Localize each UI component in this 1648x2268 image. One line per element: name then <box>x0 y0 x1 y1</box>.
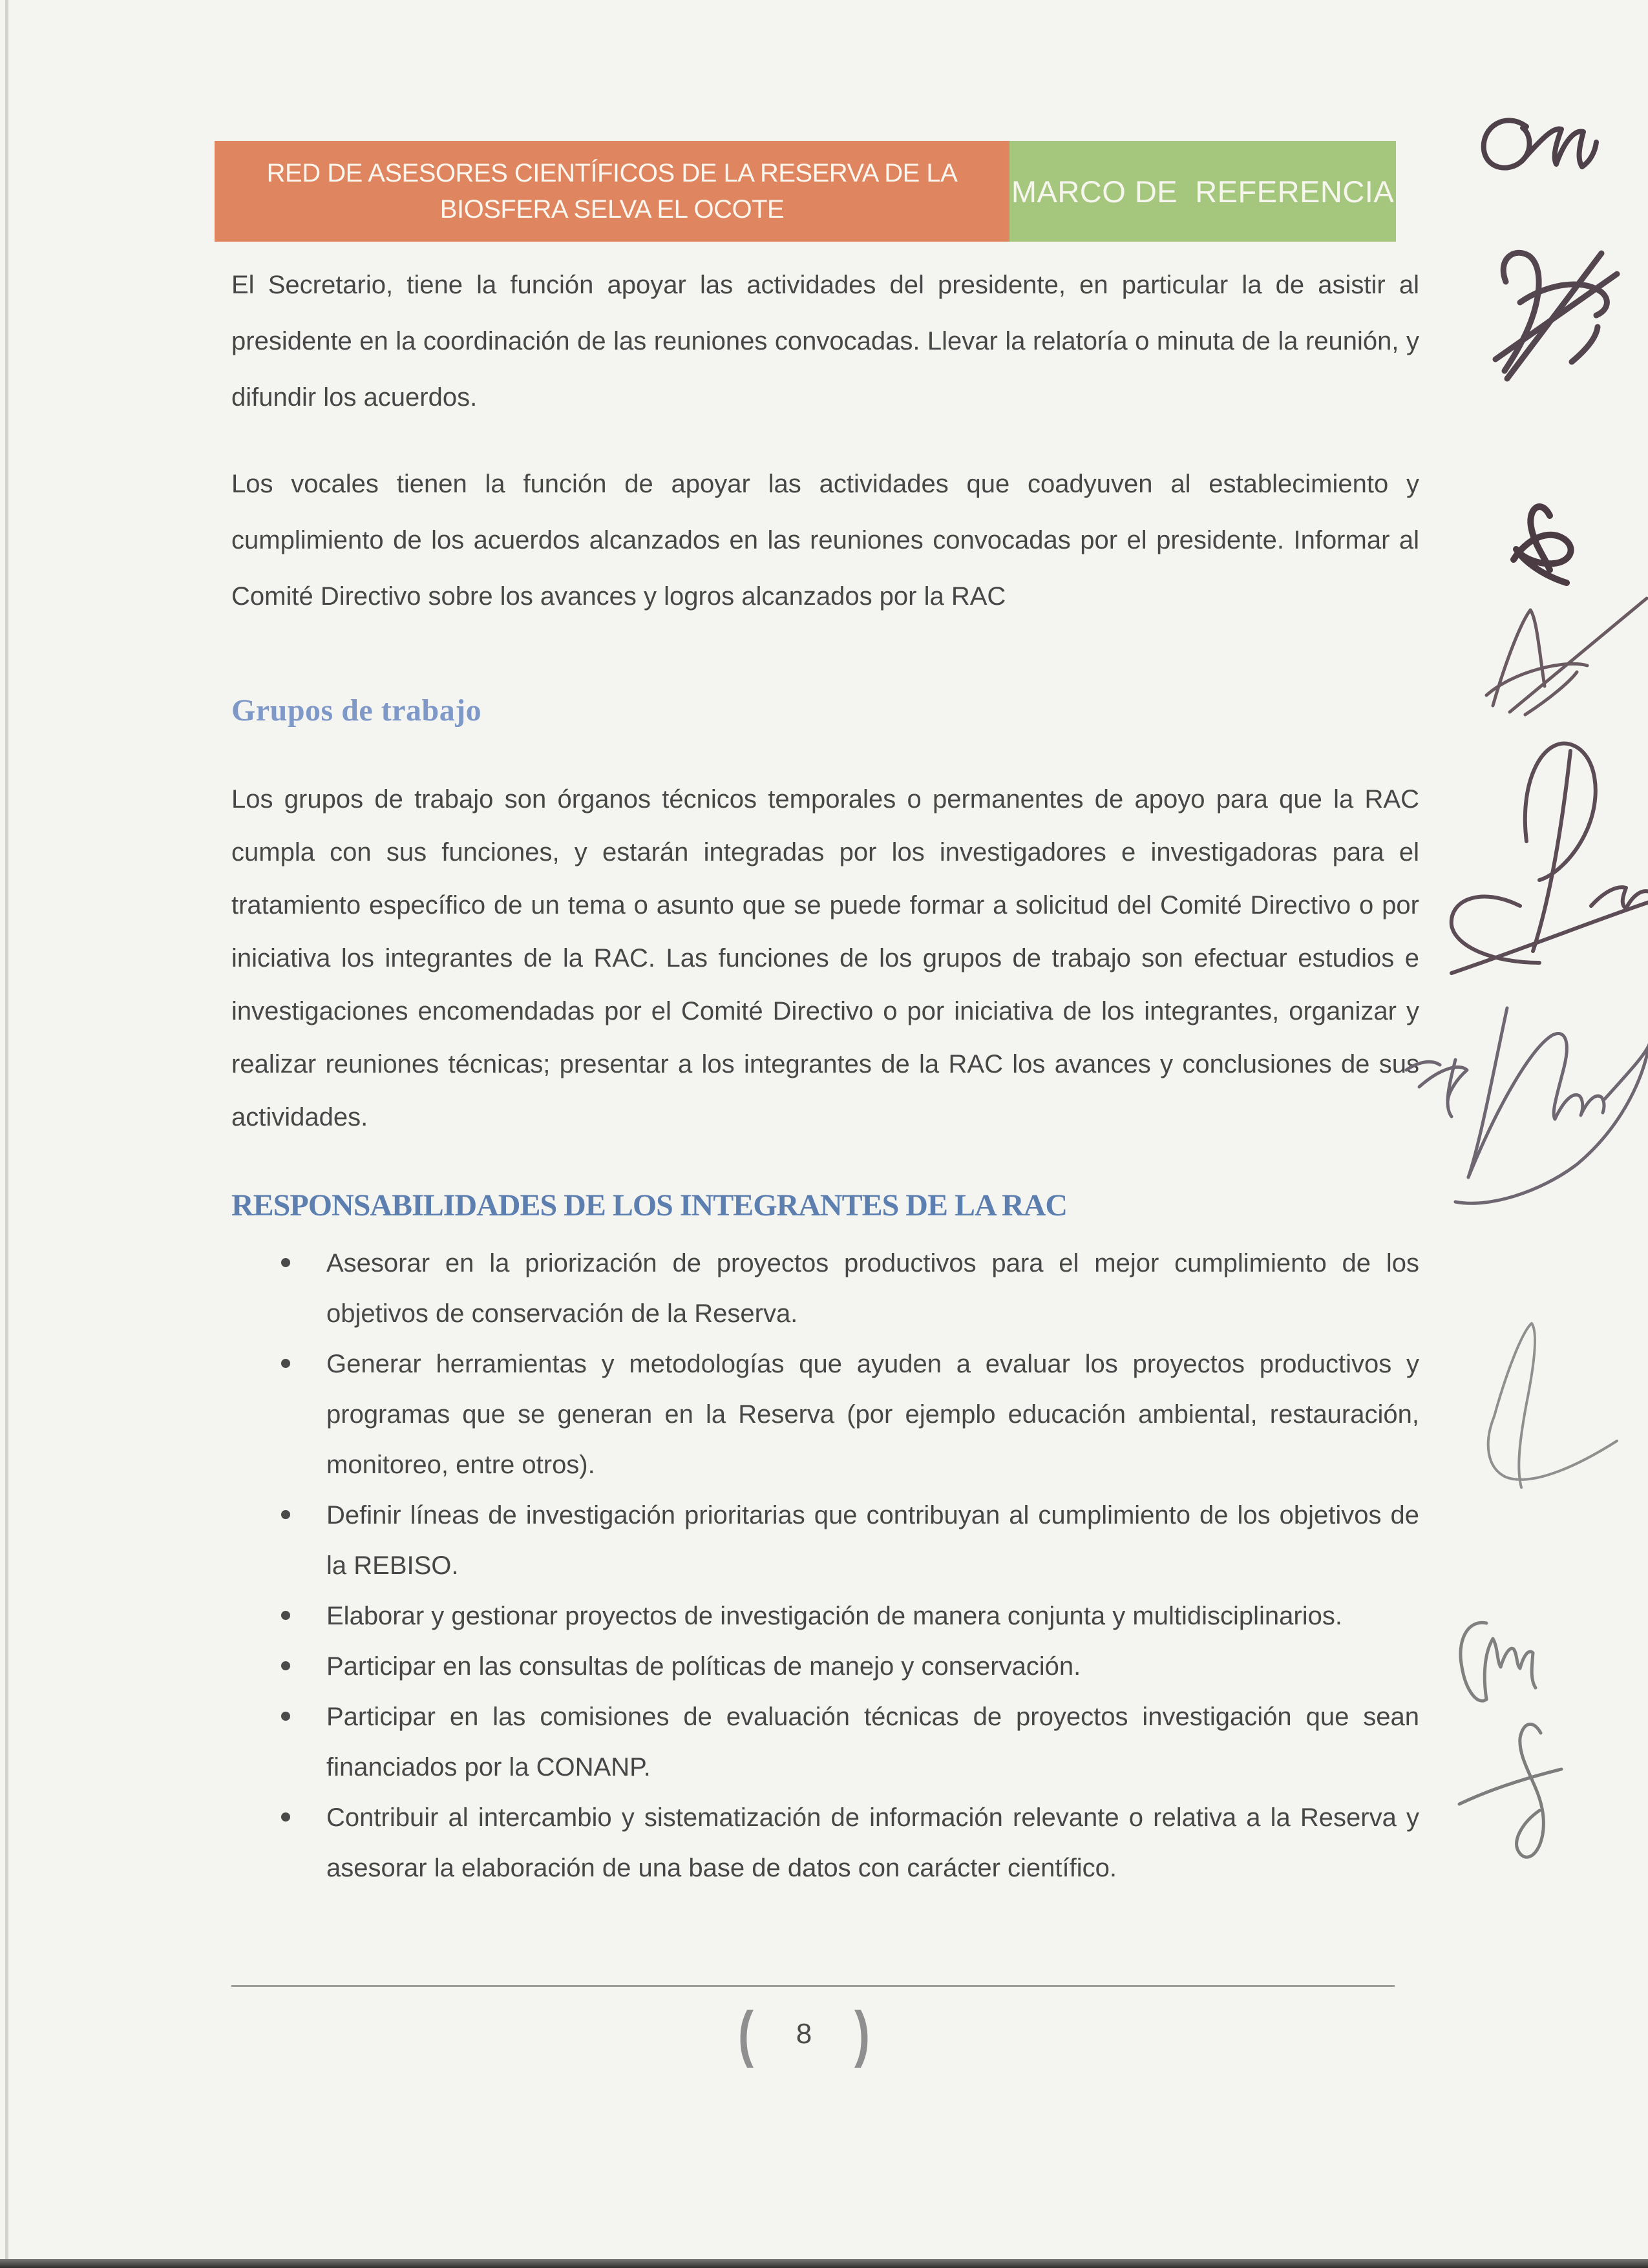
x-mark-with-long-stroke-icon <box>1486 598 1647 715</box>
bullet-dot <box>281 1812 290 1822</box>
bullet-text: Participar en las comisiones de evaluación técnicas de proyectos investigación que sean financiados por la CONANP. <box>326 1703 1419 1781</box>
clef-like-flourish-icon <box>1488 1323 1617 1487</box>
bullet-item <box>280 1490 1419 1591</box>
footer-rule <box>231 1985 1395 1987</box>
cem-initials-icon <box>1461 1622 1536 1701</box>
page-number-left-bracket: ( <box>737 1999 754 2068</box>
paragraph-vocales: Los vocales tienen la función de apoyar las actividades que coadyuven al establecimiento y cumplimiento de los acuerdos alcanzados en las reuniones convocadas por el presidente. Informar al Comité Directivo sobre los avances y logros alcanzados por la RAC <box>231 470 1419 611</box>
bullet-text: Participar en las consultas de políticas de manejo y conservación. <box>326 1652 1081 1681</box>
bullet-item <box>280 1641 1419 1692</box>
header-banner <box>215 141 1396 242</box>
bullet-item <box>280 1591 1419 1641</box>
page-number: 8 <box>796 2018 812 2050</box>
bullet-text: Generar herramientas y metodologías que ayuden a evaluar los proyectos productivos y programas que se generan en la Reserva (por ejemplo educación ambiental, restauración, monitoreo, entre otros). <box>326 1350 1419 1479</box>
bullet-dot <box>281 1611 290 1620</box>
cursive-signature-icon <box>1406 1008 1648 1203</box>
small-knot-mark-icon <box>1514 507 1571 583</box>
bullet-dot <box>281 1258 290 1267</box>
handwritten-initials-icon <box>1484 120 1596 167</box>
bullet-item <box>280 1238 1419 1339</box>
bullet-text: Definir líneas de investigación prioritarias que contribuyan al cumplimiento de los objetivos de la REBISO. <box>326 1501 1419 1580</box>
scan-edge-bottom <box>0 2259 1648 2268</box>
bullet-item <box>280 1792 1419 1893</box>
bullet-text: Contribuir al intercambio y sistematización de información relevante o relativa a la Reserva y asesorar la elaboración de una base de datos con carácter científico. <box>326 1803 1419 1882</box>
bullet-dot <box>281 1712 290 1721</box>
bullet-item <box>280 1692 1419 1792</box>
page-number-right-bracket: ) <box>854 1999 870 2068</box>
bullet-dot <box>281 1359 290 1368</box>
scan-edge-left <box>5 0 8 2268</box>
bullet-text: Elaborar y gestionar proyectos de investigación de manera conjunta y multidisciplinarios. <box>326 1602 1342 1630</box>
banner-right-title: MARCO DE REFERENCIA <box>1009 141 1396 242</box>
loop-flourish-icon <box>1459 1724 1561 1857</box>
banner-left-title: RED DE ASESORES CIENTÍFICOS DE LA RESERVA DE LA BIOSFERA SELVA EL OCOTE <box>215 141 1009 242</box>
bullet-text: Asesorar en la priorización de proyectos productivos para el mejor cumplimiento de los objetivos de conservación de la Reserva. <box>326 1249 1419 1328</box>
crossed-out-signature-icon <box>1495 253 1617 379</box>
paragraph-secretario: El Secretario, tiene la función apoyar las actividades del presidente, en particular la de asistir al presidente en la coordinación de las reuniones convocadas. Llevar la relatoría o minuta de la reunión, y difundir los acuerdos. <box>231 271 1419 412</box>
bullet-item <box>280 1339 1419 1490</box>
heading-grupos-de-trabajo: Grupos de trabajo <box>231 693 482 728</box>
large-loop-signature-icon <box>1452 744 1648 973</box>
responsibilities-list <box>280 1238 1419 1893</box>
bullet-dot <box>281 1661 290 1670</box>
bullet-dot <box>281 1510 290 1519</box>
page-number-footer <box>735 1999 872 2068</box>
paragraph-grupos-de-trabajo: Los grupos de trabajo son órganos técnicos temporales o permanentes de apoyo para que la RAC cumpla con sus funciones, y estarán integradas por los investigadores e investigadoras para el tratamiento específico de un tema o asunto que se puede formar a solicitud del Comité Directivo o por iniciativa los integrantes de la RAC. Las funciones de los grupos de trabajo son efectuar estudios e investigaciones encomendadas por el Comité Directivo o por iniciativa de los integrantes, organizar y realizar reuniones técnicas; presentar a los integrantes de la RAC los avances y conclusiones de sus actividades. <box>231 785 1419 1131</box>
heading-responsabilidades: RESPONSABILIDADES DE LOS INTEGRANTES DE LA RAC <box>231 1188 1068 1223</box>
